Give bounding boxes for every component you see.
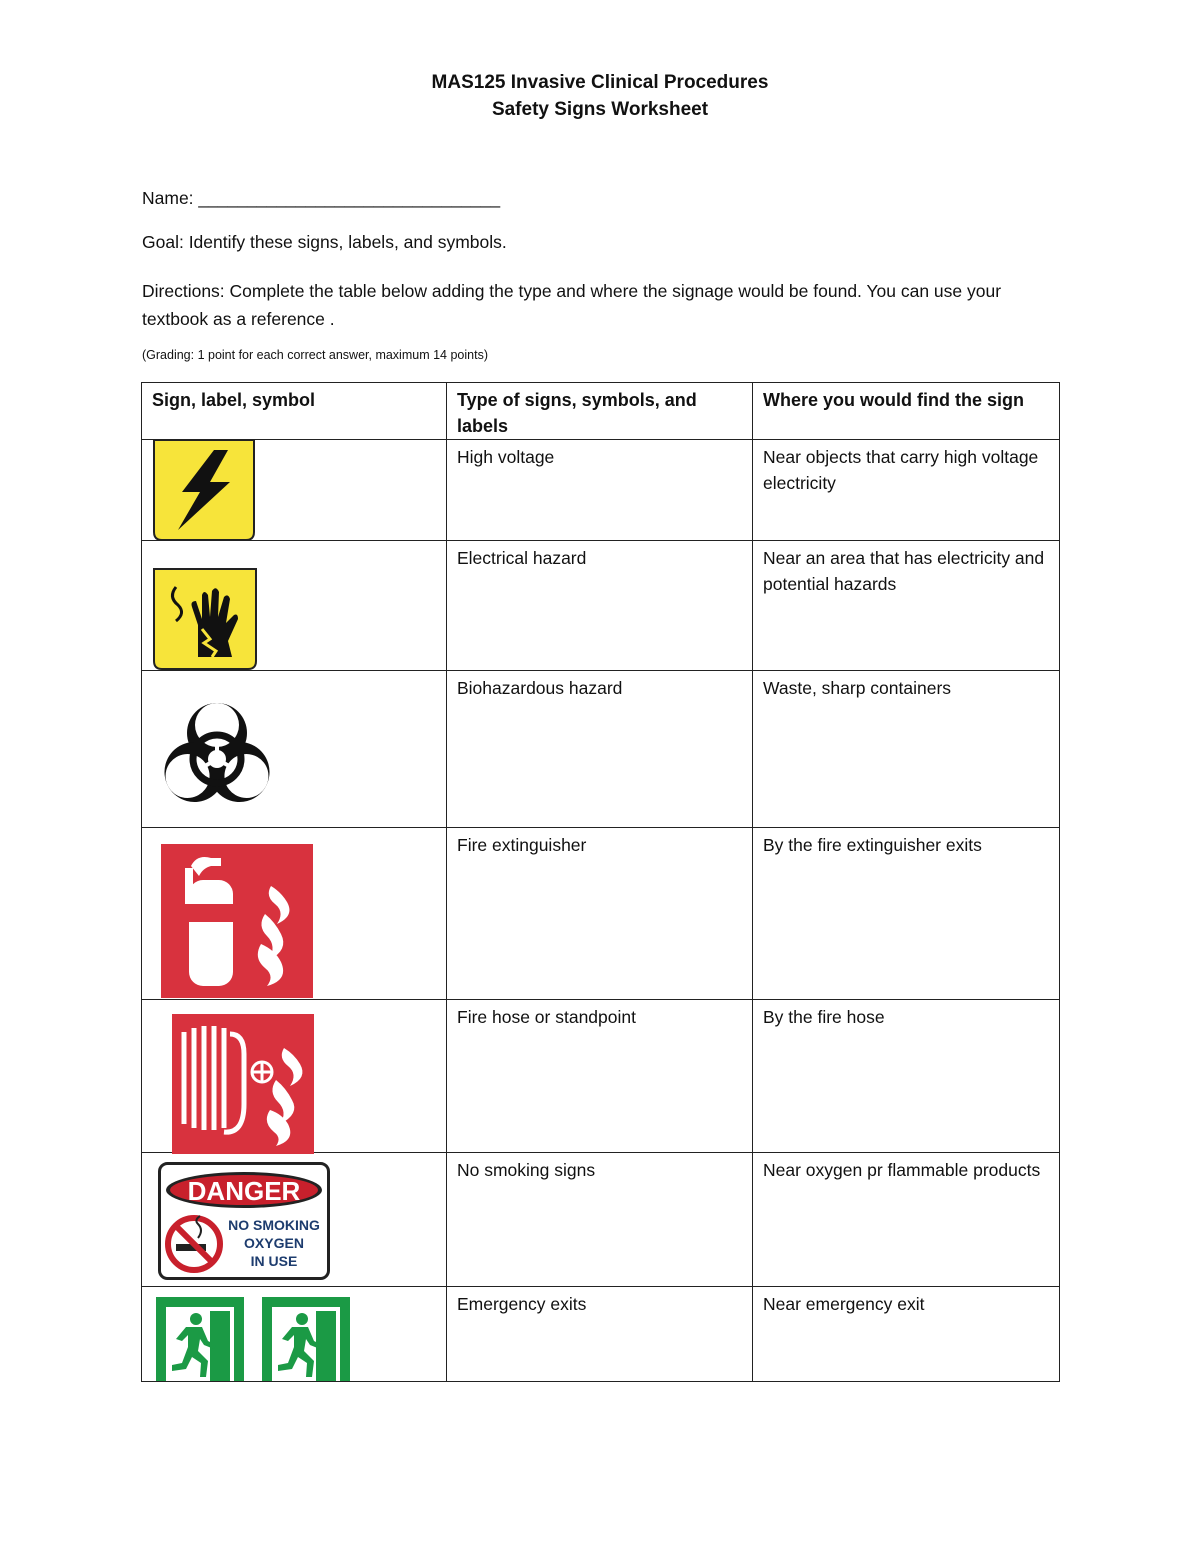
- header-where: Where you would find the sign: [753, 383, 1060, 440]
- grading-note: (Grading: 1 point for each correct answer, maximum 14 points): [142, 348, 488, 362]
- sign-cell: [142, 1153, 447, 1287]
- course-title: MAS125 Invasive Clinical Procedures: [431, 72, 769, 93]
- table-row: [142, 1287, 1060, 1382]
- where-cell: By the fire hose: [753, 1000, 1060, 1153]
- sign-cell: [142, 828, 447, 1000]
- where-cell: Near emergency exit: [753, 1287, 1060, 1382]
- table-header-row: [142, 383, 1060, 440]
- worksheet-title: Safety Signs Worksheet: [491, 99, 709, 120]
- table-row: [142, 828, 1060, 1000]
- danger-line-2: OXYGEN: [244, 1235, 304, 1251]
- sign-cell: [142, 440, 447, 541]
- danger-banner-text: DANGER: [187, 1176, 301, 1206]
- type-cell: Biohazardous hazard: [447, 671, 753, 828]
- type-cell: Electrical hazard: [447, 541, 753, 671]
- danger-line-1: NO SMOKING: [228, 1217, 320, 1233]
- directions-text: Directions: Complete the table below adding the type and where the signage would be found. You can use your textbook as a reference .: [142, 281, 1002, 329]
- danger-line-3: IN USE: [250, 1253, 298, 1269]
- type-cell: Fire extinguisher: [447, 828, 753, 1000]
- type-cell: High voltage: [447, 440, 753, 541]
- emergency-exit-icon: [156, 1297, 352, 1388]
- where-cell: Near objects that carry high voltage electricity: [753, 440, 1060, 541]
- goal-text: Goal: Identify these signs, labels, and symbols.: [142, 232, 507, 252]
- fire-hose-icon: [172, 1014, 314, 1161]
- type-cell: Emergency exits: [447, 1287, 753, 1382]
- high-voltage-icon: [152, 440, 256, 547]
- sign-cell: [142, 671, 447, 828]
- where-cell: Near oxygen pr flammable products: [753, 1153, 1060, 1287]
- type-cell: Fire hose or standpoint: [447, 1000, 753, 1153]
- electrical-hazard-icon: [152, 567, 258, 678]
- sign-cell: [142, 541, 447, 671]
- table-row: [142, 440, 1060, 541]
- danger-no-smoking-icon: [158, 1162, 330, 1287]
- biohazard-icon: [152, 693, 282, 824]
- sign-cell: [142, 1287, 447, 1382]
- sign-cell: [142, 1000, 447, 1153]
- header-sign: Sign, label, symbol: [142, 383, 447, 440]
- signs-table: [141, 382, 1060, 1382]
- header-type: Type of signs, symbols, and labels: [447, 383, 753, 440]
- where-cell: Near an area that has electricity and potential hazards: [753, 541, 1060, 671]
- where-cell: By the fire extinguisher exits: [753, 828, 1060, 1000]
- table-row: [142, 1000, 1060, 1153]
- table-row: [142, 541, 1060, 671]
- table-row: [142, 1153, 1060, 1287]
- table-row: [142, 671, 1060, 828]
- fire-extinguisher-icon: [161, 844, 313, 1005]
- where-cell: Waste, sharp containers: [753, 671, 1060, 828]
- type-cell: No smoking signs: [447, 1153, 753, 1287]
- name-field-label: Name: _______________________________: [142, 188, 501, 208]
